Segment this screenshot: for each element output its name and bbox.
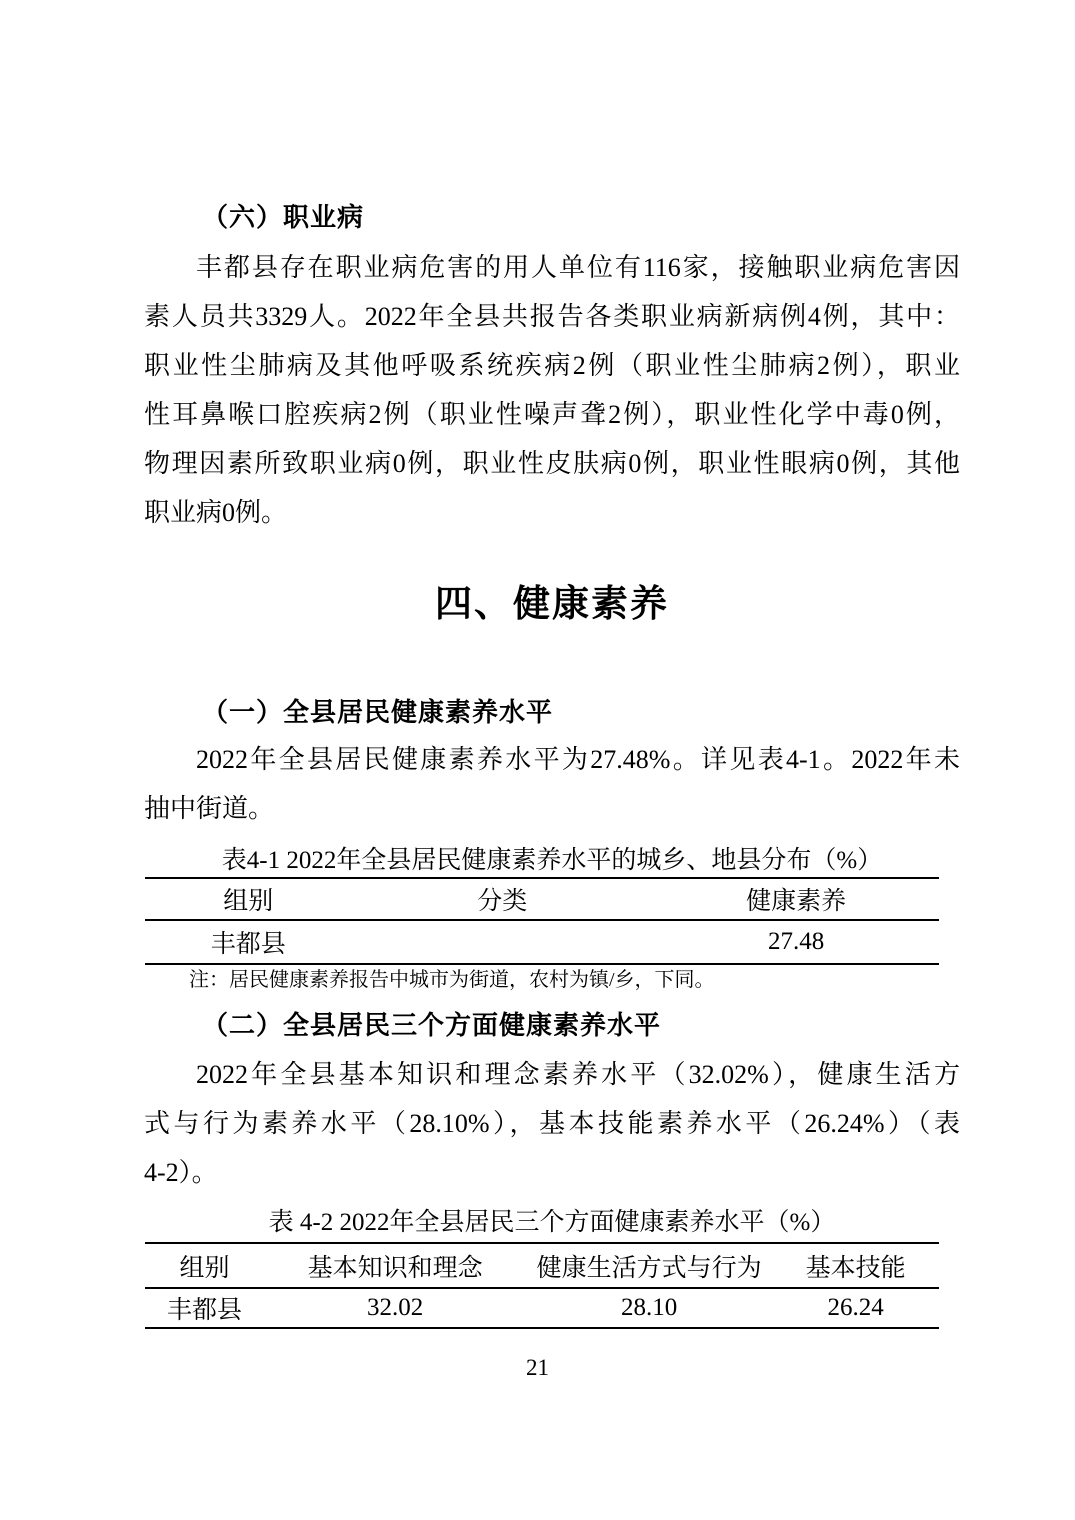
table-cell: 27.48 [767, 928, 825, 955]
page-number: 21 [526, 1355, 549, 1380]
paragraph-occupational-disease [144, 243, 960, 537]
chapter-title: 四、健康素养 [435, 584, 669, 625]
table-4-2 [145, 1242, 939, 1329]
text-line: 职业病0例。 [144, 498, 288, 527]
text-line: 4-2）。 [144, 1158, 218, 1187]
heading-occupational-disease: （六）职业病 [202, 203, 365, 232]
paragraph-three-aspects [144, 1050, 960, 1197]
text-line: 2022年全县基本知识和理念素养水平（32.02%），健康生活方 [196, 1060, 960, 1089]
table-cell [351, 920, 653, 964]
table-4-1-caption: 表4-1 2022年全县居民健康素养水平的城乡、地县分布（%） [221, 847, 883, 874]
table-header-row [145, 1243, 939, 1288]
table-4-2-caption: 表 4-2 2022年全县居民三个方面健康素养水平（%） [268, 1209, 836, 1236]
table-cell: 丰都县 [167, 1297, 243, 1324]
text-line: 性耳鼻喉口腔疾病2例（职业性噪声聋2例），职业性化学中毒0例， [144, 400, 960, 429]
table-cell: 28.10 [621, 1294, 678, 1321]
table-cell: 26.24 [827, 1294, 884, 1321]
column-header: 组别 [179, 1254, 230, 1282]
column-header: 分类 [477, 888, 528, 915]
heading-three-aspects: （二）全县居民三个方面健康素养水平 [202, 1011, 662, 1040]
table-4-1 [145, 877, 939, 965]
heading-overall-literacy: （一）全县居民健康素养水平 [202, 698, 554, 727]
text-line: 丰都县存在职业病危害的用人单位有116家，接触职业病危害因 [196, 253, 960, 282]
table-row [145, 920, 939, 964]
table-row [145, 1288, 939, 1328]
paragraph-overall-literacy [144, 735, 960, 833]
table-4-1-note: 注：居民健康素养报告中城市为街道，农村为镇/乡，下同。 [189, 969, 715, 991]
text-line: 职业性尘肺病及其他呼吸系统疾病2例（职业性尘肺病2例），职业 [144, 351, 960, 380]
column-header: 组别 [223, 888, 274, 915]
table-cell: 丰都县 [210, 931, 286, 958]
text-line: 2022年全县居民健康素养水平为27.48%。详见表4-1。2022年未 [196, 745, 960, 774]
text-line: 抽中街道。 [144, 794, 275, 823]
text-line: 素人员共3329人。2022年全县共报告各类职业病新病例4例，其中： [144, 302, 960, 331]
table-cell: 32.02 [366, 1294, 424, 1321]
column-header: 健康生活方式与行为 [536, 1254, 762, 1282]
column-header: 基本技能 [805, 1254, 906, 1282]
table-header-row [145, 878, 939, 920]
column-header: 基本知识和理念 [307, 1254, 483, 1282]
column-header: 健康素养 [746, 888, 847, 915]
text-line: 物理因素所致职业病0例，职业性皮肤病0例，职业性眼病0例，其他 [144, 449, 960, 478]
text-line: 式与行为素养水平（28.10%），基本技能素养水平（26.24%）（表 [144, 1109, 960, 1138]
